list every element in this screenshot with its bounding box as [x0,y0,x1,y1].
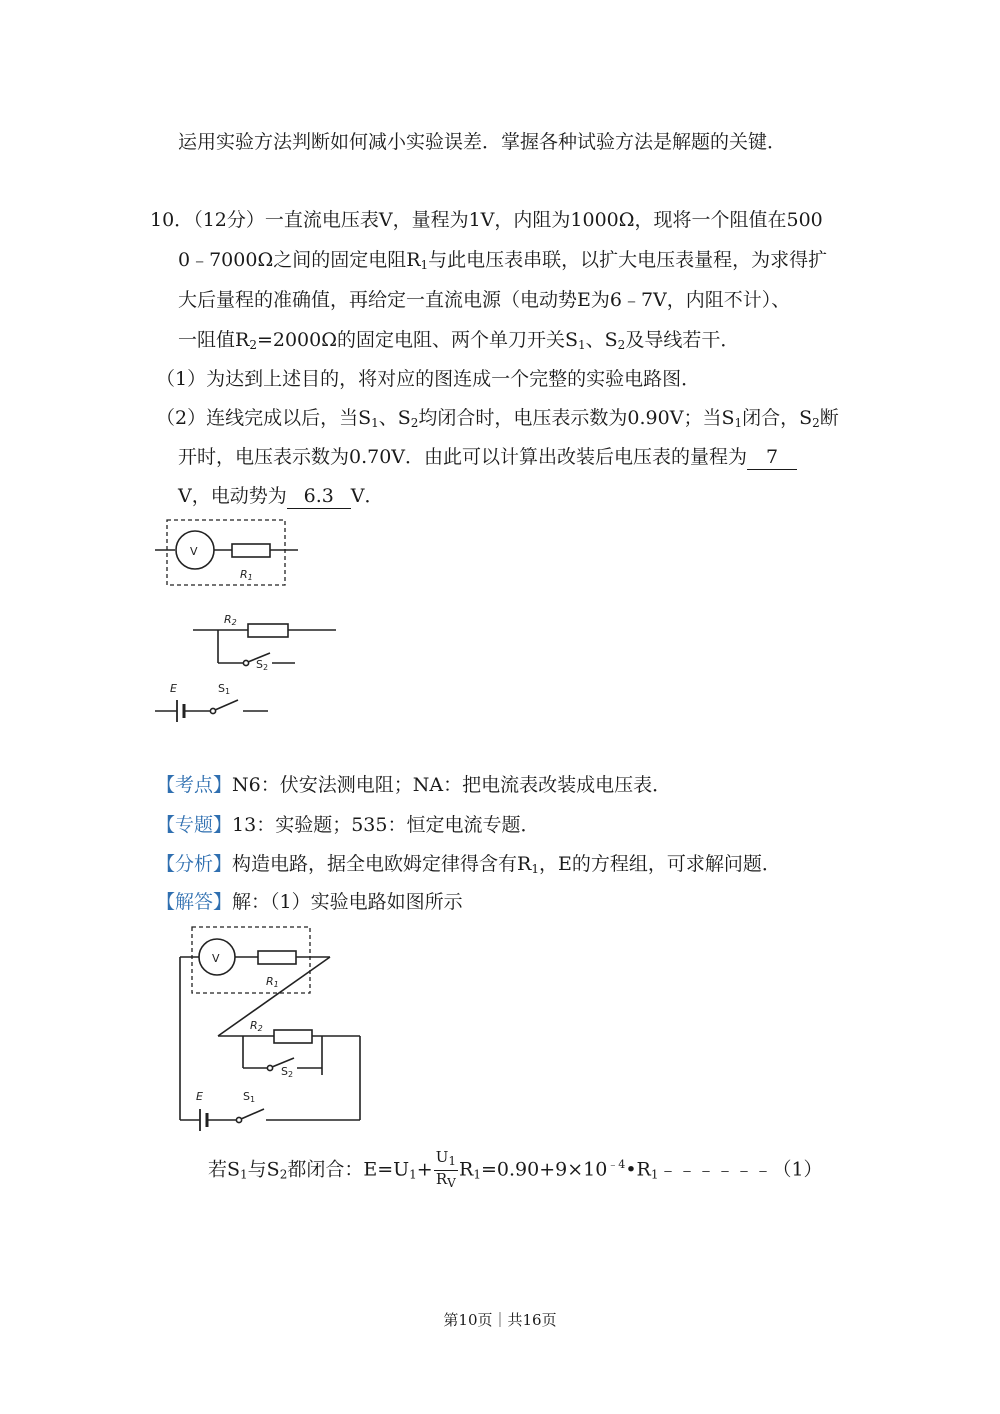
question-text: （2）连线完成以后，当S [156,407,372,429]
equation-text: 都闭合：E=U [287,1158,410,1181]
question-text: 0﹣7000Ω之间的固定电阻R [178,249,421,271]
equation-text: =0.90+9×10 [480,1158,608,1181]
voltmeter-label: V [190,545,198,558]
subscript: 1 [473,1167,481,1182]
question-text: 均闭合时，电压表示数为0.90V；当S [418,407,735,429]
e-label: E [170,682,177,695]
r2-label: R2 [224,613,237,627]
subscript: 1 [734,416,743,430]
subscript: V [447,1175,456,1190]
question-text: V，电动势为 [178,485,287,507]
part-1: （1）为达到上述目的，将对应的图连成一个完整的实验电路图． [156,368,701,390]
s2-label: S2 [281,1065,294,1079]
question-text: =2000Ω的固定电阻、两个单刀开关S [256,329,578,351]
question-line-3: 大后量程的准确值，再给定一直流电源（电动势E为6﹣7V，内阻不计）、 [178,289,791,311]
question-number: 10． [150,209,194,231]
r1-resistor-symbol [258,951,296,964]
s1-label: S1 [218,682,231,696]
fraction [434,1149,458,1192]
fenxi-text: 构造电路，据全电欧姆定律得含有R [232,853,532,875]
answer-range: 7 [747,445,797,470]
intro-line: 运用实验方法判断如何减小实验误差．掌握各种试验方法是解题的关键． [178,131,787,153]
subscript: 1 [578,338,586,352]
kaodian-text: N6：伏安法测电阻；NA：把电流表改装成电压表． [232,774,672,796]
equation-text: •R [625,1158,651,1181]
r1-label: R1 [240,568,253,582]
s1-label: S1 [243,1090,256,1104]
question-text: 、S [585,329,618,351]
fraction-denominator [434,1171,458,1192]
kaodian-tag: 【考点】 [156,774,233,796]
s1-switch-contact [236,1117,241,1122]
question-text: （12分）一直流电压表V，量程为1V，内阻为1000Ω，现将一个阻值在500 [193,209,823,231]
question-text: 一阻值R [178,329,250,351]
zhuanti-text: 13：实验题；535：恒定电流专题． [232,814,540,836]
r2-resistor-symbol [274,1030,312,1043]
equation-text: 若S [208,1158,241,1181]
s2-switch-contact [267,1065,272,1070]
question-text: 开时，电压表示数为0.70V．由此可以计算出改装后电压表的量程为 [178,446,748,468]
subscript: 2 [410,416,419,430]
jieda-tag: 【解答】 [156,891,233,913]
equation-line [208,1143,823,1196]
page-footer: 第10页｜共16页 [443,1311,557,1329]
question-text: 及导线若干． [625,329,740,351]
r2-label: R2 [250,1019,263,1033]
question-text: 断 [819,407,839,429]
voltmeter-label: V [212,952,220,965]
equation-text: ﹣﹣﹣﹣﹣﹣（1） [658,1158,823,1181]
subscript: 2 [279,1167,288,1182]
question-text: 、S [378,407,411,429]
exponent: ﹣4 [607,1158,626,1171]
subscript: 2 [812,416,820,430]
subscript: 1 [409,1167,417,1182]
diagonal-wire [218,957,330,1036]
subscript: 2 [617,338,626,352]
zhuanti-tag: 【专题】 [156,814,233,836]
equation-text: 与S [247,1158,280,1181]
equation-text: + [416,1158,433,1181]
answer-emf: 6.3 [287,484,351,509]
subscript: 1 [240,1167,248,1182]
subscript: 1 [448,1153,457,1168]
denominator-symbol: R [435,1169,448,1188]
equation-text: R [459,1158,474,1181]
subscript: 1 [371,416,379,430]
jieda-text: 解：（1）实验电路如图所示 [232,891,463,913]
s2-label: S2 [256,658,269,672]
numerator-symbol: U [435,1147,449,1166]
subscript: 1 [531,862,539,876]
question-text: 闭合，S [742,407,813,429]
r1-label: R1 [266,975,279,989]
fenxi-tag: 【分析】 [156,853,233,875]
e-label: E [196,1090,203,1103]
subscript: 2 [249,338,257,352]
question-text: 与此电压表串联，以扩大电压表量程，为求得扩 [428,249,828,271]
question-text: V． [350,485,384,507]
fenxi-text: ，E的方程组，可求解问题． [538,853,781,875]
subscript: 1 [420,258,429,272]
s1-switch-blade [241,1109,264,1119]
subscript: 1 [650,1167,659,1182]
fraction-numerator [434,1149,458,1171]
